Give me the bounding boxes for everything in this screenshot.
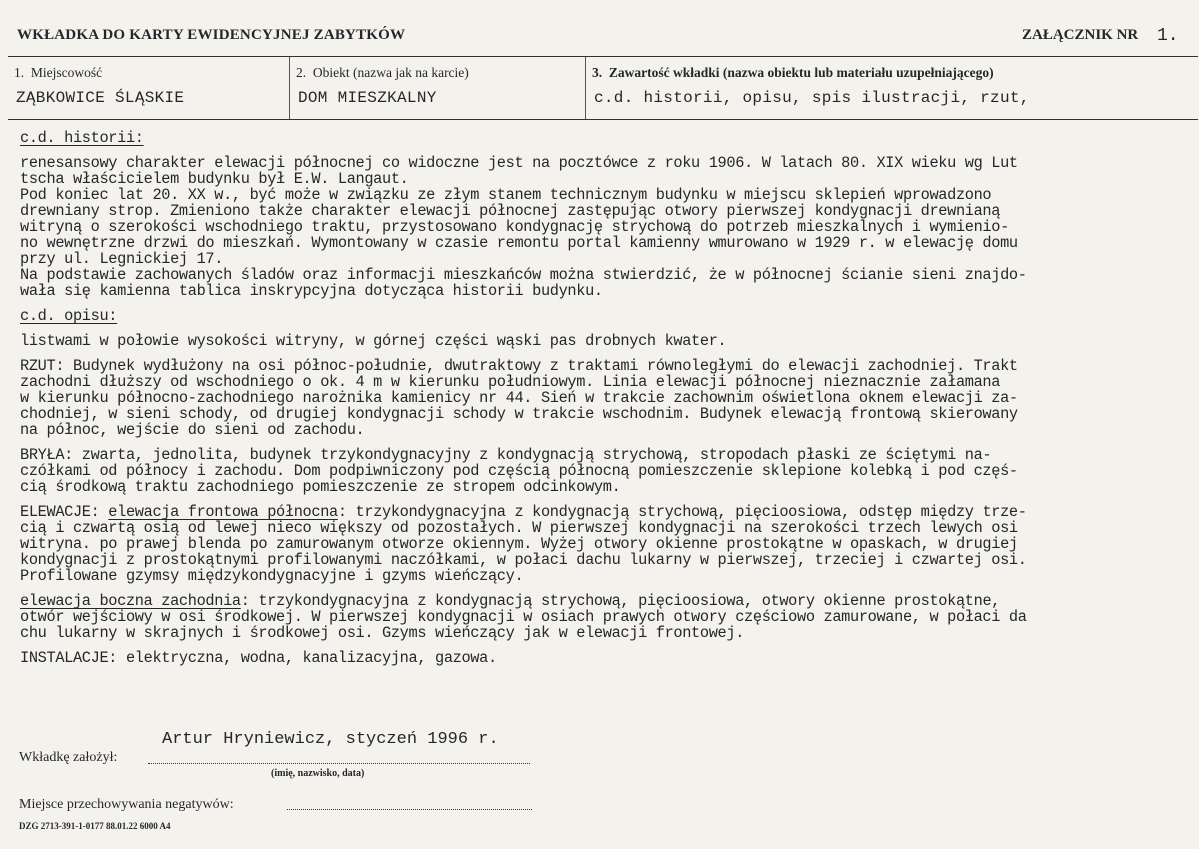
history-heading: c.d. historii:	[20, 129, 144, 147]
field-row	[8, 56, 1198, 120]
history-line: Na podstawie zachowanych śladów oraz informacji mieszkańców można stwierdzić, że w północnej ścianie sieni znajdo-	[20, 266, 1027, 284]
object-cell	[289, 57, 586, 119]
contents-label: 3. Zawartość wkładki (nazwa obiektu lub materiału uzupełniającego)	[592, 65, 994, 80]
elewacje-first-line	[20, 504, 1196, 520]
author-caption: (imię, nazwisko, data)	[271, 768, 365, 779]
object-label: 2. Obiekt (nazwa jak na karcie)	[296, 65, 469, 80]
history-line: tscha właścicielem budynku był E.W. Langaut.	[20, 170, 409, 188]
form-title: WKŁADKA DO KARTY EWIDENCYJNEJ ZABYTKÓW	[17, 27, 406, 43]
author-dotted-line	[148, 763, 530, 764]
rzut-paragraph	[20, 358, 1196, 438]
author-label: Wkładkę założył:	[19, 750, 118, 765]
annex-number: 1.	[1157, 26, 1179, 46]
history-line: no wewnętrzne drzwi do mieszkań. Wymontowany w czasie remontu portal kamienny wmurowano w 1929 r. w elewację domu	[20, 234, 1018, 252]
elewacje-line: witryna. po prawej blenda po zamurowanym otworze okiennym. Wyżej otwory okienne prostokątne w opaskach, w drugiej	[20, 535, 1018, 553]
west-elevation-paragraph	[20, 593, 1196, 641]
rzut-line: RZUT: Budynek wydłużony na osi północ-południe, dwutraktowy z traktami równoległymi do elewacji zachodniej. Trakt	[20, 357, 1018, 375]
annex-label: ZAŁĄCZNIK NR	[1022, 27, 1139, 43]
locality-cell	[8, 57, 288, 119]
elewacje-paragraph	[20, 504, 1196, 584]
contents-cell	[585, 57, 1198, 119]
bryla-paragraph	[20, 447, 1196, 495]
history-line: renesansowy charakter elewacji północnej co widoczne jest na pocztówce z roku 1906. W latach 80. XIX wieku wg Lut	[20, 154, 1018, 172]
instalacje-line: INSTALACJE: elektryczna, wodna, kanalizacyjna, gazowa.	[20, 649, 497, 667]
west-line: otwór wejściowy w osi środkowej. W pierwszej kondygnacji w osiach prawych otwory częściowo zamurowane, w połaci da	[20, 608, 1027, 626]
description-intro: listwami w połowie wysokości witryny, w górnej części wąski pas drobnych kwater.	[20, 332, 727, 350]
bryla-line: cią środkową traktu zachodniego pomieszczenie ze stropem odcinkowym.	[20, 478, 621, 496]
description-heading: c.d. opisu:	[20, 307, 118, 325]
print-code: DZG 2713-391-1-0177 88.01.22 6000 A4	[19, 821, 171, 831]
bryla-line: czółkami od północy i zachodu. Dom podpiwniczony pod częścią północną pomieszczenie sklepione kolebką i pod częś-	[20, 462, 1018, 480]
locality-label: 1. Miejscowość	[14, 65, 103, 80]
elewacje-prefix: ELEWACJE:	[20, 503, 109, 521]
history-line: wała się kamienna tablica inskrypcyjna dotycząca historii budynku.	[20, 282, 603, 300]
negatives-label: Miejsce przechowywania negatywów:	[19, 797, 234, 812]
history-line: witryną o szerokości wschodniego traktu, przystosowano kondygnację strychową do potrzeb mieszkalnych i wymienio-	[20, 218, 1009, 236]
history-line: Pod koniec lat 20. XX w., być może w związku ze złym stanem technicznym budynku w miejscu sklepień wprowadzono	[20, 186, 992, 204]
rzut-line: zachodni dłuższy od wschodniego o ok. 4 m w kierunku południowym. Linia elewacji północnej nieznacznie załamana	[20, 373, 1001, 391]
locality-value: ZĄBKOWICE ŚLĄSKIE	[16, 89, 185, 107]
bryla-line: BRYŁA: zwarta, jednolita, budynek trzykondygnacyjny z kondygnacją strychową, stropodach płaski ze ściętymi na-	[20, 446, 992, 464]
negatives-dotted-line	[287, 809, 532, 810]
history-line: drewniany strop. Zmieniono także charakter elewacji północnej zastępując otwory pierwszej kondygnacji drewnianą	[20, 202, 1001, 220]
author-value: Artur Hryniewicz, styczeń 1996 r.	[162, 730, 499, 749]
object-value: DOM MIESZKALNY	[298, 89, 437, 107]
rzut-line: w kierunku północno-zachodniego narożnika kamienicy nr 44. Sień w trakcie zachownim oświetlona oknem elewacji za-	[20, 389, 1018, 407]
west-first-rest: : trzykondygnacyjna z kondygnacją strychową, pięcioosiowa, otwory okienne prostokątne,	[240, 592, 1001, 610]
typed-content	[20, 130, 1196, 666]
elewacje-first-rest: : trzykondygnacyjna z kondygnacją strychową, pięcioosiowa, odstęp między trze-	[337, 503, 1027, 521]
history-line: przy ul. Legnickiej 17.	[20, 250, 224, 268]
west-elevation-heading: elewacja boczna zachodnia	[20, 592, 241, 610]
elewacje-line: Profilowane gzymsy międzykondygnacyjne i gzyms wieńczący.	[20, 567, 524, 585]
history-text	[20, 155, 1196, 299]
elewacje-line: kondygnacji z prostokątnymi profilowanymi naczółkami, w połaci dachu lukarny w pierwszej, trzeciej i czwartej osi.	[20, 551, 1027, 569]
contents-value: c.d. historii, opisu, spis ilustracji, rzut,	[594, 89, 1030, 107]
elewacje-line: cią i czwartą osią od lewej nieco większy od pozostałych. W pierwszej kondygnacji na szerokości trzech lewych osi	[20, 519, 1018, 537]
rzut-line: chodniej, w sieni schody, od drugiej kondygnacji schody w trakcie wschodnim. Budynek elewacją frontową skierowany	[20, 405, 1018, 423]
west-first-line	[20, 593, 1196, 609]
front-elevation-heading: elewacja frontowa północna	[108, 503, 338, 521]
rzut-line: na północ, wejście do sieni od zachodu.	[20, 421, 365, 439]
west-line: chu lukarny w skrajnych i środkowej osi. Gzyms wieńczący jak w elewacji frontowej.	[20, 624, 745, 642]
